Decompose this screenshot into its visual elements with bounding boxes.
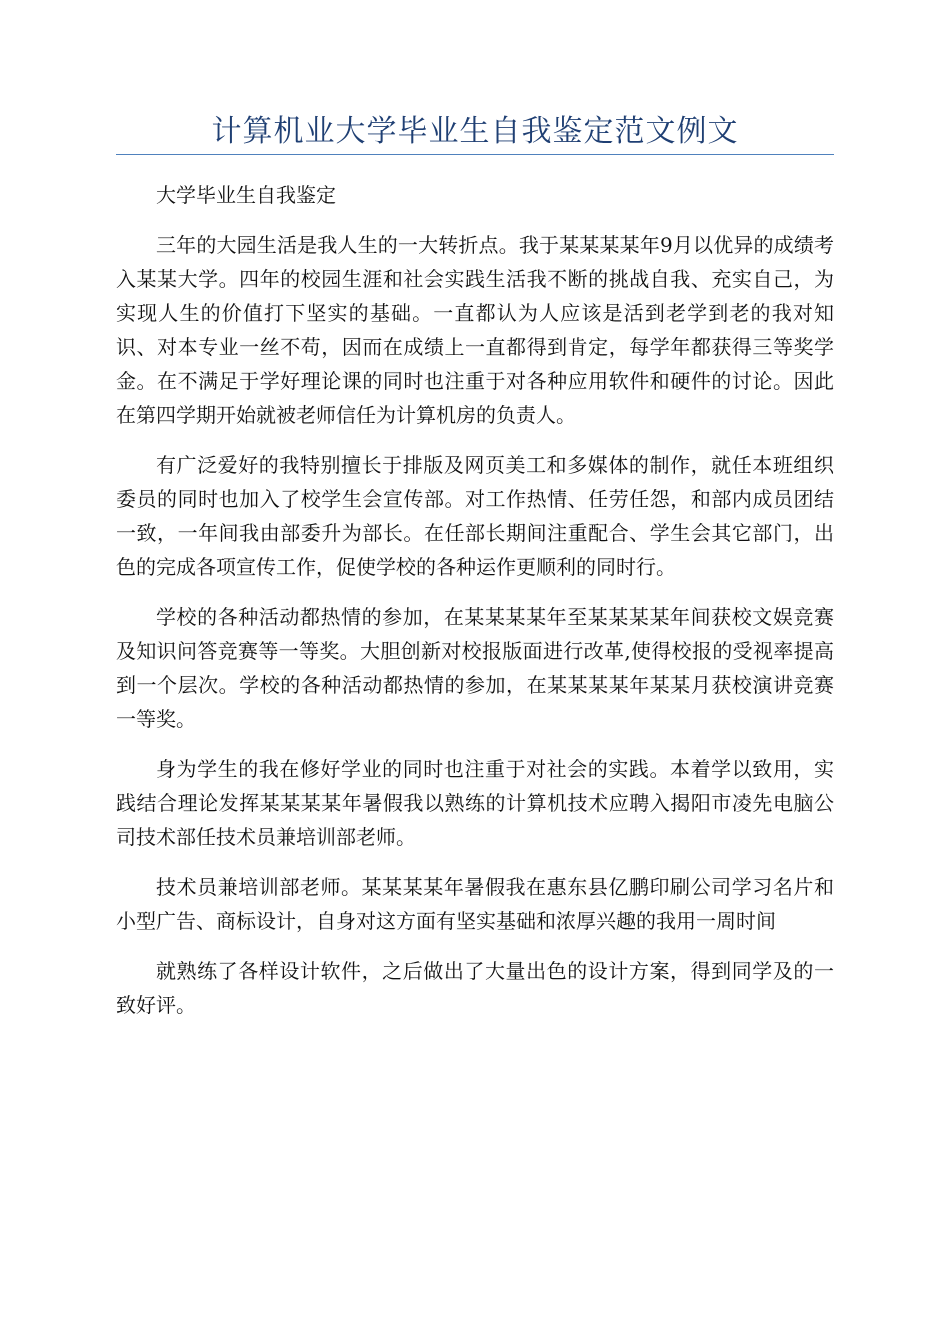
document-title: 计算机业大学毕业生自我鉴定范文例文 <box>211 114 739 149</box>
paragraph-4: 身为学生的我在修好学业的同时也注重于对社会的实践。本着学以致用，实践结合理论发挥某某某某年暑假我以熟练的计算机技术应聘入揭阳市凌先电脑公司技术部任技术员兼培训部老师。 <box>116 757 834 849</box>
document-body <box>116 178 834 1038</box>
paragraph-2: 有广泛爱好的我特别擅长于排版及网页美工和多媒体的制作，就任本班组织委员的同时也加入了校学生会宣传部。对工作热情、任劳任怨，和部内成员团结一致，一年间我由部委升为部长。在任部长期间注重配合、学生会其它部门，出色的完成各项宣传工作，促使学校的各种运作更顺利的同时行。 <box>116 453 834 579</box>
paragraph-1: 三年的大园生活是我人生的一大转折点。我于某某某某年9月以优异的成绩考入某某大学。四年的校园生涯和社会实践生活我不断的挑战自我、充实自己，为实现人生的价值打下坚实的基础。一直都认为人应该是活到老学到老的我对知识、对本专业一丝不苟，因而在成绩上一直都得到肯定，每学年都获得三等奖学金。在不满足于学好理论课的同时也注重于对各种应用软件和硬件的讨论。因此在第四学期开始就被老师信任为计算机房的负责人。 <box>116 233 834 427</box>
paragraph-5: 技术员兼培训部老师。某某某某年暑假我在惠东县亿鹏印刷公司学习名片和小型广告、商标设计，自身对这方面有坚实基础和浓厚兴趣的我用一周时间 <box>116 875 834 933</box>
paragraph-6: 就熟练了各样设计软件，之后做出了大量出色的设计方案，得到同学及的一致好评。 <box>116 959 834 1017</box>
section-heading: 大学毕业生自我鉴定 <box>156 183 336 207</box>
title-underline <box>116 154 834 155</box>
paragraph-3: 学校的各种活动都热情的参加，在某某某某年至某某某某年间获校文娱竞赛及知识问答竞赛等一等奖。大胆创新对校报版面进行改革,使得校报的受视率提高到一个层次。学校的各种活动都热情的参加，在某某某某年某某月获校演讲竞赛一等奖。 <box>116 605 834 731</box>
